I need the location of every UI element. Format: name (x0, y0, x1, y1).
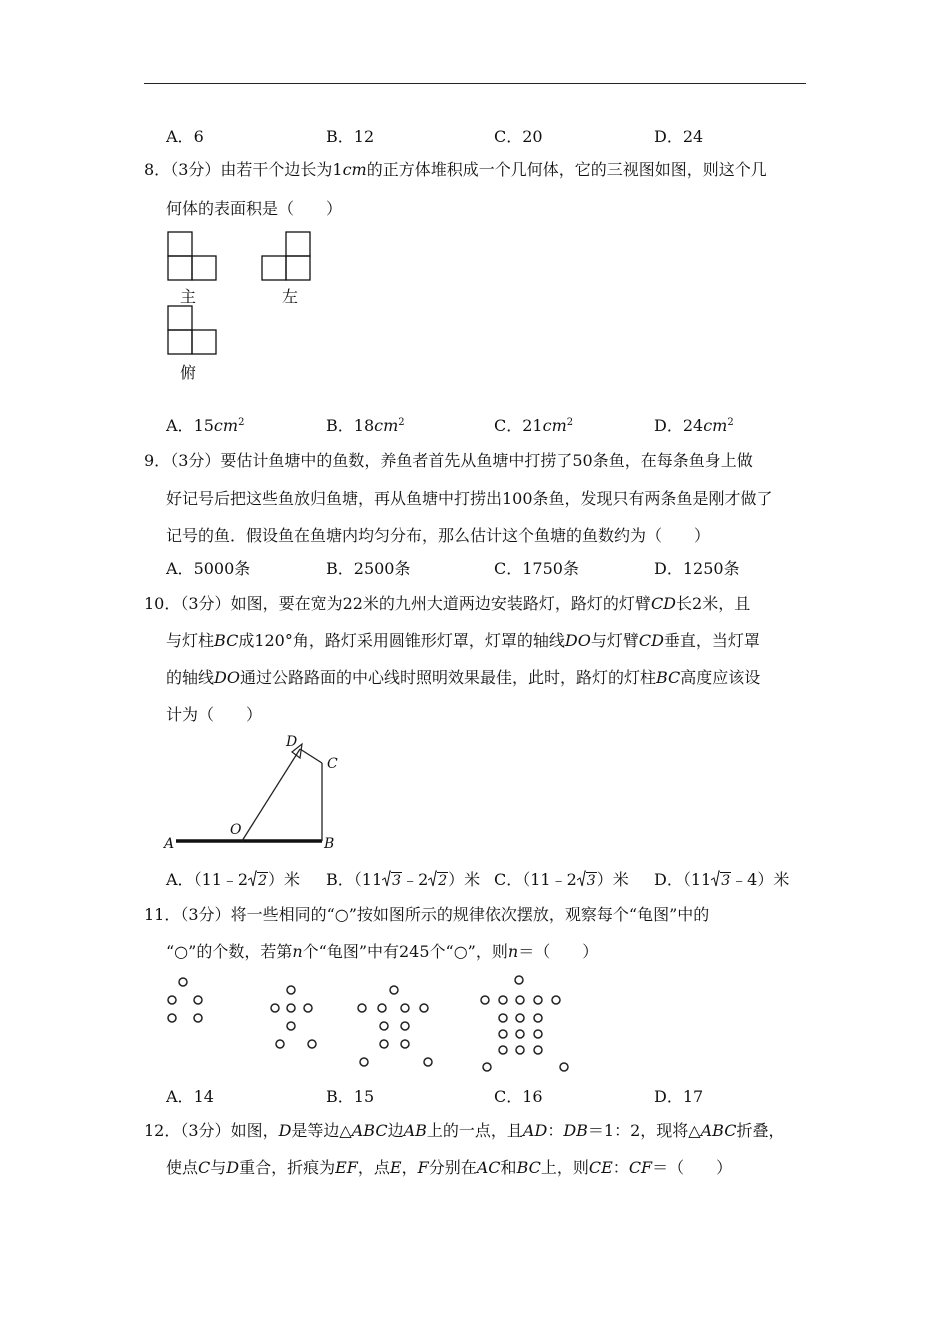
q10-streetlight-figure (160, 728, 360, 854)
point-o-label: O (230, 822, 242, 838)
q8-option-b[interactable]: B．$18cm^2$ (326, 416, 405, 435)
sqrt-symbol: 2 (248, 870, 268, 891)
axis-do (242, 749, 300, 841)
point-a-label: A (164, 836, 175, 852)
turtle-figure-2 (271, 986, 316, 1048)
left-view-label: 左 (282, 287, 299, 306)
q10-option-b[interactable]: B．（11 3﹣2 2）米 (326, 870, 481, 889)
q9-option-a[interactable]: A．5000条 (166, 559, 251, 578)
q9-stem-line1: 9．（3分）要估计鱼塘中的鱼数，养鱼者首先从鱼塘中打捞了50条鱼，在每条鱼身上做 (144, 451, 753, 470)
q10-stem-line3: 的轴线DO通过公路路面的中心线时照明效果最佳，此时，路灯的灯柱BC高度应该设 (166, 668, 761, 687)
q8-stem-line1: 8．（3分）由若干个边长为1cm的正方体堆积成一个几何体，它的三视图如图，则这个几 (144, 160, 767, 179)
q7-option-b[interactable]: B．12 (326, 127, 375, 146)
q9-option-c[interactable]: C．1750条 (494, 559, 579, 578)
q8-three-views-figure (160, 226, 320, 386)
q12-stem-line1: 12．（3分）如图，D是等边△ABC边AB上的一点，且AD：DB＝1：2，现将△ABC折叠， (144, 1121, 785, 1140)
q10-option-a[interactable]: A．（11﹣2 2）米 (166, 870, 301, 889)
top-view-label: 俯 (180, 363, 197, 382)
q8-option-c[interactable]: C．$21cm^2$ (494, 416, 574, 435)
q11-stem-line1: 11．（3分）将一些相同的“○”按如图所示的规律依次摆放，观察每个“龟图”中的 (144, 905, 710, 924)
q10-stem-line1: 10．（3分）如图，要在宽为22米的九州大道两边安装路灯，路灯的灯臂CD长2米，且 (144, 594, 751, 613)
sqrt-symbol: 3 (711, 870, 731, 891)
sqrt-symbol: 2 (428, 870, 448, 891)
q8-option-a[interactable]: A．$15cm^2$ (166, 416, 245, 435)
turtle-figure-4 (481, 976, 568, 1071)
q9-option-d[interactable]: D．1250条 (654, 559, 740, 578)
sqrt-symbol: 3 (577, 870, 597, 891)
q11-option-a[interactable]: A．14 (166, 1087, 214, 1106)
q10-stem-line2: 与灯柱BC成120°角，路灯采用圆锥形灯罩，灯罩的轴线DO与灯臂CD垂直，当灯罩 (166, 631, 760, 650)
q10-option-d[interactable]: D．（11 3﹣4）米 (654, 870, 790, 889)
q8-stem-line2: 何体的表面积是（ ） (166, 199, 343, 218)
q11-stem-line2: “○”的个数，若第n个“龟图”中有245个“○”，则n＝（ ） (166, 942, 599, 961)
left-view (262, 232, 310, 280)
q8-option-d[interactable]: D．$24cm^2$ (654, 416, 734, 435)
q11-turtle-pattern-figure (160, 970, 580, 1076)
q7-option-d[interactable]: D．24 (654, 127, 704, 146)
turtle-figure-3 (358, 986, 432, 1066)
sqrt-symbol: 3 (382, 870, 402, 891)
q9-option-b[interactable]: B．2500条 (326, 559, 411, 578)
point-b-label: B (324, 836, 335, 852)
q11-option-b[interactable]: B．15 (326, 1087, 375, 1106)
q10-option-c[interactable]: C．（11﹣2 3）米 (494, 870, 629, 889)
q11-option-d[interactable]: D．17 (654, 1087, 704, 1106)
q12-stem-line2: 使点C与D重合，折痕为EF，点E，F分别在AC和BC上，则CE：CF＝（ ） (166, 1158, 733, 1177)
front-view-label: 主 (180, 287, 197, 306)
q9-stem-line3: 记号的鱼．假设鱼在鱼塘内均匀分布，那么估计这个鱼塘的鱼数约为（ ） (166, 526, 711, 545)
q7-option-a[interactable]: A．6 (166, 127, 204, 146)
point-c-label: C (327, 756, 338, 772)
q7-option-c[interactable]: C．20 (494, 127, 543, 146)
turtle-figure-1 (168, 978, 202, 1022)
point-d-label: D (286, 734, 298, 750)
top-view (168, 306, 216, 354)
front-view (168, 232, 216, 280)
q11-option-c[interactable]: C．16 (494, 1087, 543, 1106)
q9-stem-line2: 好记号后把这些鱼放归鱼塘，再从鱼塘中打捞出100条鱼，发现只有两条鱼是刚才做了 (166, 489, 773, 508)
q10-stem-line4: 计为（ ） (166, 705, 263, 724)
header-rule (144, 83, 806, 84)
arm-cd (300, 749, 322, 763)
